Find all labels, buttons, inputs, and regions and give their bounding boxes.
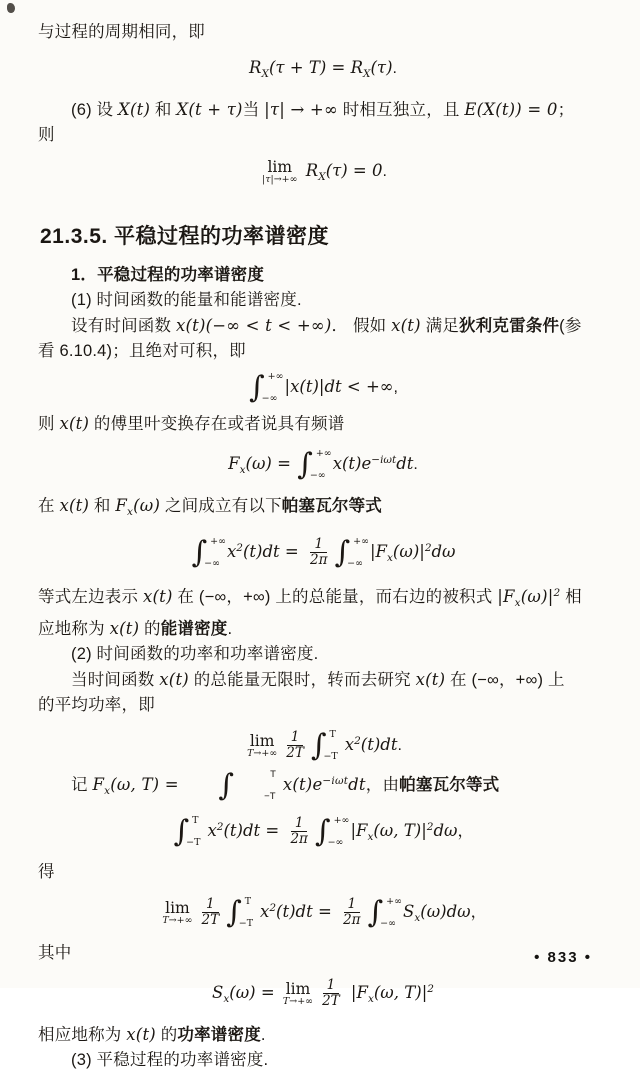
superscript: 2 [427, 983, 434, 995]
limit-operator [247, 733, 277, 759]
integral-sign [310, 727, 342, 763]
math-run: (τ + T) = [268, 58, 351, 77]
text-run: 在 [38, 497, 60, 515]
text-run: ， [457, 823, 474, 840]
subscript: x [104, 785, 111, 797]
fraction [284, 730, 306, 761]
text-run: 和 [150, 101, 177, 119]
subscript: X [363, 68, 371, 80]
text-run: 的 [139, 620, 161, 638]
integral-lower-limit: −∞ [347, 557, 363, 569]
fraction-numerator: 1 [287, 730, 304, 746]
formula-power-spectral-relation [38, 889, 608, 937]
subscript: x [367, 993, 374, 1005]
para-energy-1 [38, 581, 608, 616]
math-run: |F [345, 983, 368, 1002]
integral-lower-limit: −T [323, 750, 338, 762]
limit-word: lim [165, 898, 190, 917]
math-run: dt [348, 775, 366, 794]
math-run: (ω, T)| [373, 983, 428, 1002]
superscript: 2 [424, 542, 432, 554]
limit-word: lim [285, 979, 311, 998]
math-run: |F [369, 542, 387, 561]
text-run: . [397, 737, 402, 754]
math-run: (ω) [133, 496, 161, 515]
integral-limits [238, 895, 257, 929]
para-dirichlet-1 [38, 313, 608, 339]
para-avg-power-2 [38, 693, 608, 718]
para-item-2 [38, 642, 608, 667]
integral-glyph: ∫ [218, 767, 235, 803]
subscript: x [127, 506, 134, 518]
math-run: dt [396, 454, 414, 473]
page-number: • 833 • [534, 949, 592, 966]
math-run: (t)dt [360, 735, 398, 754]
text-run: 的傅里叶变换存在或者说具有频谱 [89, 415, 345, 433]
para-item-1 [38, 288, 608, 313]
text-run: 时相互独立，且 [337, 101, 465, 119]
math-run: (t)dt = [276, 902, 338, 921]
integral-limits [347, 535, 369, 569]
math-run: (ω, T)| [373, 821, 427, 840]
integral-glyph: ∫ [310, 727, 327, 763]
integral-sign [249, 369, 284, 405]
para-item-3 [38, 1048, 608, 1073]
text-run: 的平均功率，即 [38, 696, 155, 714]
subscript: x [223, 993, 230, 1005]
math-run: x(t) [415, 670, 446, 689]
subscript: x [387, 552, 393, 564]
subscript: x [514, 597, 521, 609]
math-run: S [403, 902, 415, 921]
superscript: 2 [269, 902, 277, 914]
text-run: 当 [242, 101, 265, 119]
text-run: 等式左边表示 [38, 588, 143, 606]
limit-subscript: T→+∞ [282, 995, 314, 1007]
fraction [200, 897, 222, 928]
formula-sx-definition [38, 970, 608, 1018]
scan-artifact [7, 3, 15, 13]
text-run: 1．平稳过程的功率谱密度 [71, 266, 265, 284]
superscript: 2 [216, 821, 224, 833]
integral-sign [226, 894, 257, 930]
text-run: 设有时间函数 [71, 317, 176, 335]
limit-word: lim [249, 731, 275, 750]
integral-limits [380, 895, 403, 929]
math-run: (τ) = 0 [325, 161, 383, 180]
math-run: |x(t)|dt < +∞ [284, 377, 394, 396]
superscript: −iωt [371, 454, 397, 466]
math-run: (t)dt = [242, 542, 304, 561]
limit-word: lim [267, 157, 293, 176]
para-energy-2 [38, 616, 608, 642]
text-run: 相应地称为 [38, 1026, 127, 1044]
math-run: (t)dt = [223, 821, 285, 840]
math-run: F [228, 454, 240, 473]
integral-upper-limit: T [329, 728, 336, 740]
math-run: R [350, 58, 364, 77]
integral-sign [314, 813, 350, 849]
limit-subscript: T→+∞ [162, 914, 193, 926]
text-run: 帕塞瓦尔等式 [281, 497, 382, 515]
text-run: , [393, 379, 398, 396]
math-run: x(t) [391, 316, 421, 335]
text-run: 应地称为 [38, 620, 110, 638]
integral-upper-limit: T [244, 895, 252, 907]
text-run: 与过程的周期相同，即 [38, 23, 205, 41]
fraction-numerator: 1 [323, 978, 340, 994]
math-run: x(t) [126, 1025, 156, 1044]
integral-glyph: ∫ [297, 446, 313, 482]
text-run: . [413, 456, 418, 473]
fraction-denominator: 2T [322, 993, 340, 1009]
fraction-numerator: 1 [202, 897, 219, 913]
superscript: −iωt [322, 775, 349, 787]
formula-abs-integrable [38, 368, 608, 407]
fraction-denominator: 2T [286, 745, 304, 761]
superscript: 2 [426, 821, 434, 833]
text-run: 相 [560, 588, 582, 606]
limit-operator [283, 981, 313, 1007]
para-psd-name [38, 1022, 608, 1048]
integral-lower-limit: −T [186, 836, 201, 848]
formula-fourier-transform [38, 441, 608, 489]
text-run: 功率谱密度 [177, 1026, 261, 1044]
integral-sign [297, 446, 332, 482]
text-run: (2) 时间函数的功率和功率谱密度. [71, 645, 319, 663]
math-run: (ω, T) = [110, 775, 185, 794]
para-fourier-exists [38, 411, 608, 437]
integral-upper-limit: +∞ [333, 814, 350, 826]
integral-sign [173, 813, 205, 849]
integral-upper-limit: +∞ [267, 370, 284, 382]
formula-parseval-finite [38, 808, 608, 856]
integral-glyph: ∫ [367, 894, 384, 930]
math-run: x(t) [142, 587, 173, 606]
text-run: 得 [38, 863, 55, 881]
para-where [38, 941, 608, 966]
math-run: x(t) [109, 619, 140, 638]
text-run: 帕塞瓦尔等式 [399, 776, 500, 794]
integral-glyph: ∫ [226, 894, 242, 930]
text-run: 和 [89, 497, 116, 515]
math-run: |τ| → +∞ [264, 100, 338, 119]
text-run: ． 假如 [331, 317, 392, 335]
text-run: . [260, 1026, 266, 1044]
para-obtain [38, 860, 608, 885]
superscript: 2 [553, 587, 561, 599]
text-run: 之间成立有以下 [160, 497, 282, 515]
math-run: dω [433, 821, 458, 840]
fraction-denominator: 2T [201, 912, 220, 928]
text-run: . [227, 620, 233, 638]
math-run: (ω)dω [420, 902, 471, 921]
text-run: (1) 时间函数的能量和能谱密度. [71, 291, 302, 309]
integral-upper-limit: T [192, 814, 199, 826]
text-run: 则 [38, 415, 60, 433]
math-run: x(t) [59, 414, 90, 433]
superscript: 2 [354, 735, 361, 747]
integral-limits [261, 370, 284, 404]
subscript: X [261, 68, 269, 80]
math-run: (ω)| [392, 542, 425, 561]
superscript: 2 [236, 542, 243, 554]
text-run: 狄利克雷条件 [458, 317, 560, 335]
text-run: ，由 [365, 776, 400, 794]
math-run: x [260, 902, 270, 921]
integral-limits [204, 535, 226, 569]
fraction-denominator: 2π [290, 831, 308, 847]
formula-parseval [38, 529, 608, 577]
integral-lower-limit: −∞ [204, 557, 220, 569]
integral-glyph: ∫ [249, 369, 265, 405]
limit-subscript: T→+∞ [247, 747, 278, 759]
math-run: (ω)| [520, 587, 554, 606]
subscript: x [367, 831, 374, 843]
fraction-numerator: 1 [344, 897, 361, 913]
fraction-numerator: 1 [310, 537, 327, 553]
math-run: R [300, 161, 319, 180]
integral-limits [235, 770, 280, 802]
math-run: F [92, 775, 105, 794]
text-run: 的总能量无限时，转而去研究 [188, 671, 416, 689]
integral-limits [186, 814, 204, 848]
text-run: (6) 设 [71, 101, 119, 119]
integral-sign [191, 534, 226, 570]
integral-glyph: ∫ [314, 813, 331, 849]
text-run: ； [557, 101, 575, 119]
fraction [341, 897, 362, 928]
fraction-denominator: 2π [343, 912, 361, 928]
para-item-6 [38, 97, 608, 123]
text-run: 能谱密度 [160, 620, 228, 638]
integral-upper-limit: +∞ [210, 535, 226, 547]
para-avg-power-1 [38, 667, 608, 693]
integral-limits [327, 814, 350, 848]
para-parseval-intro [38, 493, 608, 525]
integral-lower-limit: −T [264, 790, 276, 802]
math-run: x [344, 735, 355, 754]
text-run: . [382, 163, 387, 180]
integral-limits [309, 447, 332, 481]
formula-rx-periodic [38, 49, 608, 93]
math-run: (ω) = [245, 454, 297, 473]
para-then [38, 123, 608, 148]
section-heading [40, 220, 608, 250]
text-run: ， [470, 904, 487, 921]
integral-lower-limit: −T [238, 917, 254, 929]
integral-sign [334, 534, 369, 570]
math-run: (ω) = [229, 983, 280, 1002]
text-run: 满足 [420, 317, 459, 335]
subscript: X [318, 171, 326, 183]
formula-average-power [38, 722, 608, 765]
text-run: 当时间函数 [71, 671, 160, 689]
integral-lower-limit: −∞ [261, 392, 278, 404]
para-define-fxt [38, 769, 608, 804]
math-run: X(t + τ) [176, 100, 243, 119]
math-run: (τ) [370, 58, 393, 77]
math-run: x(t) [159, 670, 189, 689]
integral-glyph: ∫ [191, 534, 208, 570]
subscript: x [239, 464, 246, 476]
math-run: x(t)e [282, 775, 323, 794]
fraction [308, 537, 329, 568]
fraction-denominator: 2π [310, 552, 328, 568]
fraction-numerator: 1 [291, 816, 308, 832]
integral-upper-limit: T [270, 768, 277, 780]
math-run: |F [350, 821, 368, 840]
math-run: F [115, 496, 128, 515]
integral-glyph: ∫ [334, 534, 351, 570]
integral-upper-limit: +∞ [386, 895, 403, 907]
math-run: S [212, 983, 224, 1002]
math-run: x(t)e [332, 454, 372, 473]
text-run: 在 (−∞，+∞) 上 [445, 671, 565, 689]
fraction [288, 816, 309, 847]
limit-operator [162, 900, 192, 926]
integral-lower-limit: −∞ [380, 917, 397, 929]
text-run: 其中 [38, 944, 72, 962]
integral-sign [185, 767, 280, 803]
math-run: x(t)(−∞ < t < +∞) [175, 316, 332, 335]
text-run: 在 (−∞，+∞) 上的总能量，而右边的被积式 [172, 588, 498, 606]
text-run: (3) 平稳过程的功率谱密度. [71, 1051, 269, 1069]
subscript: x [414, 912, 421, 924]
text-run: 记 [71, 776, 93, 794]
math-run: dω [431, 542, 456, 561]
fraction [320, 978, 342, 1009]
text-run: 21.3.5. 平稳过程的功率谱密度 [40, 225, 330, 248]
formula-lim-rx-zero [38, 152, 608, 196]
math-run: R [249, 58, 262, 77]
math-run: |F [497, 587, 515, 606]
integral-upper-limit: +∞ [315, 447, 332, 459]
math-run: x [207, 821, 217, 840]
subheading-1 [38, 263, 608, 288]
math-run: x [226, 542, 237, 561]
text-run: (参 [559, 317, 582, 335]
math-run: E(X(t)) = 0 [464, 100, 558, 119]
para-period-continuation [38, 20, 608, 45]
math-run: x(t) [59, 496, 90, 515]
limit-subscript: |τ|→+∞ [262, 173, 298, 185]
integral-upper-limit: +∞ [353, 535, 369, 547]
integral-limits [323, 728, 341, 762]
para-dirichlet-2 [38, 339, 608, 364]
text-run: 的 [155, 1026, 178, 1044]
integral-lower-limit: −∞ [327, 836, 344, 848]
math-run: X(t) [118, 100, 151, 119]
limit-operator [262, 159, 298, 185]
integral-sign [367, 894, 403, 930]
text-run: . [392, 60, 397, 77]
integral-glyph: ∫ [173, 813, 190, 849]
integral-lower-limit: −∞ [309, 469, 326, 481]
text-run: 则 [38, 126, 55, 144]
text-run: 看 6.10.4)；且绝对可积，即 [38, 342, 246, 360]
